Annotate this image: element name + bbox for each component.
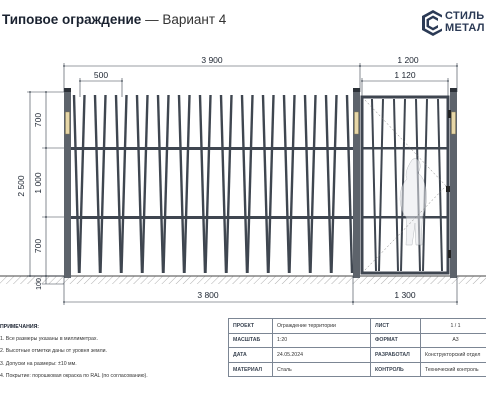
- panel-pickets: [74, 95, 352, 273]
- picket: [227, 95, 232, 273]
- notes-heading: ПРИМЕЧАНИЯ:: [0, 324, 40, 330]
- picket: [95, 95, 100, 273]
- title-block: [228, 318, 486, 377]
- tb-value: А3: [421, 333, 486, 348]
- picket: [206, 95, 211, 273]
- picket: [80, 95, 85, 273]
- tb-key: ДАТА: [229, 348, 273, 363]
- tb-key: ФОРМАТ: [371, 333, 421, 348]
- note-item: 1. Все размеры указаны в миллиметрах.: [0, 336, 98, 343]
- tb-key: МАСШТАБ: [229, 333, 273, 348]
- fence-panel: [71, 95, 353, 273]
- picket: [347, 95, 352, 273]
- dim-top-gate: 1 200: [397, 55, 419, 65]
- dim-left-top: 700: [33, 112, 43, 128]
- picket: [332, 95, 337, 273]
- picket: [221, 95, 226, 273]
- tb-key: КОНТРОЛЬ: [371, 362, 421, 377]
- picket: [185, 95, 190, 273]
- tb-key: ПРОЕКТ: [229, 319, 273, 334]
- tb-value: 1 / 1: [421, 319, 486, 334]
- dim-left-overall: 2 500: [16, 175, 26, 197]
- picket: [143, 95, 148, 273]
- tb-key: РАЗРАБОТАЛ: [371, 348, 421, 363]
- gate-picket: [394, 99, 398, 271]
- title-variant: Вариант 4: [162, 12, 227, 27]
- ground: [0, 276, 486, 284]
- dim-left-middle: 1 000: [33, 172, 43, 194]
- picket: [116, 95, 121, 273]
- brand-line-2: МЕТАЛ: [445, 22, 485, 34]
- picket: [269, 95, 274, 273]
- title-block-row: [229, 319, 486, 334]
- rail-top: [71, 147, 353, 150]
- note-item: 4. Покрытие: порошковая окраска по RAL (по согласованию).: [0, 372, 148, 379]
- title-block-row: [229, 348, 486, 363]
- picket: [164, 95, 169, 273]
- dim-bottom-gate: 1 300: [394, 290, 416, 300]
- tb-value: 1:20: [273, 333, 371, 348]
- tb-value: 24.05.2024: [273, 348, 371, 363]
- tb-value: Технический контроль: [421, 362, 486, 377]
- tb-value: Ограждение территории: [273, 319, 371, 334]
- picket: [305, 95, 310, 273]
- picket: [263, 95, 268, 273]
- gate-picket: [372, 99, 376, 271]
- dim-top-total: 3 900: [201, 55, 223, 65]
- tb-key: МАТЕРИАЛ: [229, 362, 273, 377]
- tb-value: Конструкторский отдел: [421, 348, 486, 363]
- dim-left-base: 100: [36, 278, 43, 290]
- picket: [242, 95, 247, 273]
- dim-top-module: 500: [93, 70, 109, 80]
- note-item: 2. Высотные отметки даны от уровня земли.: [0, 348, 107, 355]
- picket: [74, 95, 79, 273]
- picket: [122, 95, 127, 273]
- title-block-row: [229, 362, 486, 377]
- picket: [137, 95, 142, 273]
- picket: [101, 95, 106, 273]
- dim-top-gate-inner: 1 120: [394, 70, 416, 80]
- title-block-row: [229, 333, 486, 348]
- brand-line-1: СТИЛЬ: [445, 10, 485, 22]
- picket: [158, 95, 163, 273]
- dim-left-bottom: 700: [33, 238, 43, 254]
- rail-bottom: [71, 216, 353, 219]
- picket: [200, 95, 205, 273]
- note-item: 3. Допуски на размеры: ±10 мм.: [0, 360, 77, 367]
- gate-picket: [438, 99, 442, 271]
- tb-value: Сталь: [273, 362, 371, 377]
- dim-bottom-total: 3 800: [197, 290, 219, 300]
- picket: [290, 95, 295, 273]
- gate: [362, 97, 451, 273]
- picket: [248, 95, 253, 273]
- tb-key: ЛИСТ: [371, 319, 421, 334]
- picket: [326, 95, 331, 273]
- title-dash: —: [145, 12, 159, 27]
- picket: [284, 95, 289, 273]
- picket: [311, 95, 316, 273]
- title-main: Типовое ограждение: [2, 12, 142, 27]
- picket: [179, 95, 184, 273]
- notes-block: [0, 321, 148, 382]
- gate-picket: [379, 99, 383, 271]
